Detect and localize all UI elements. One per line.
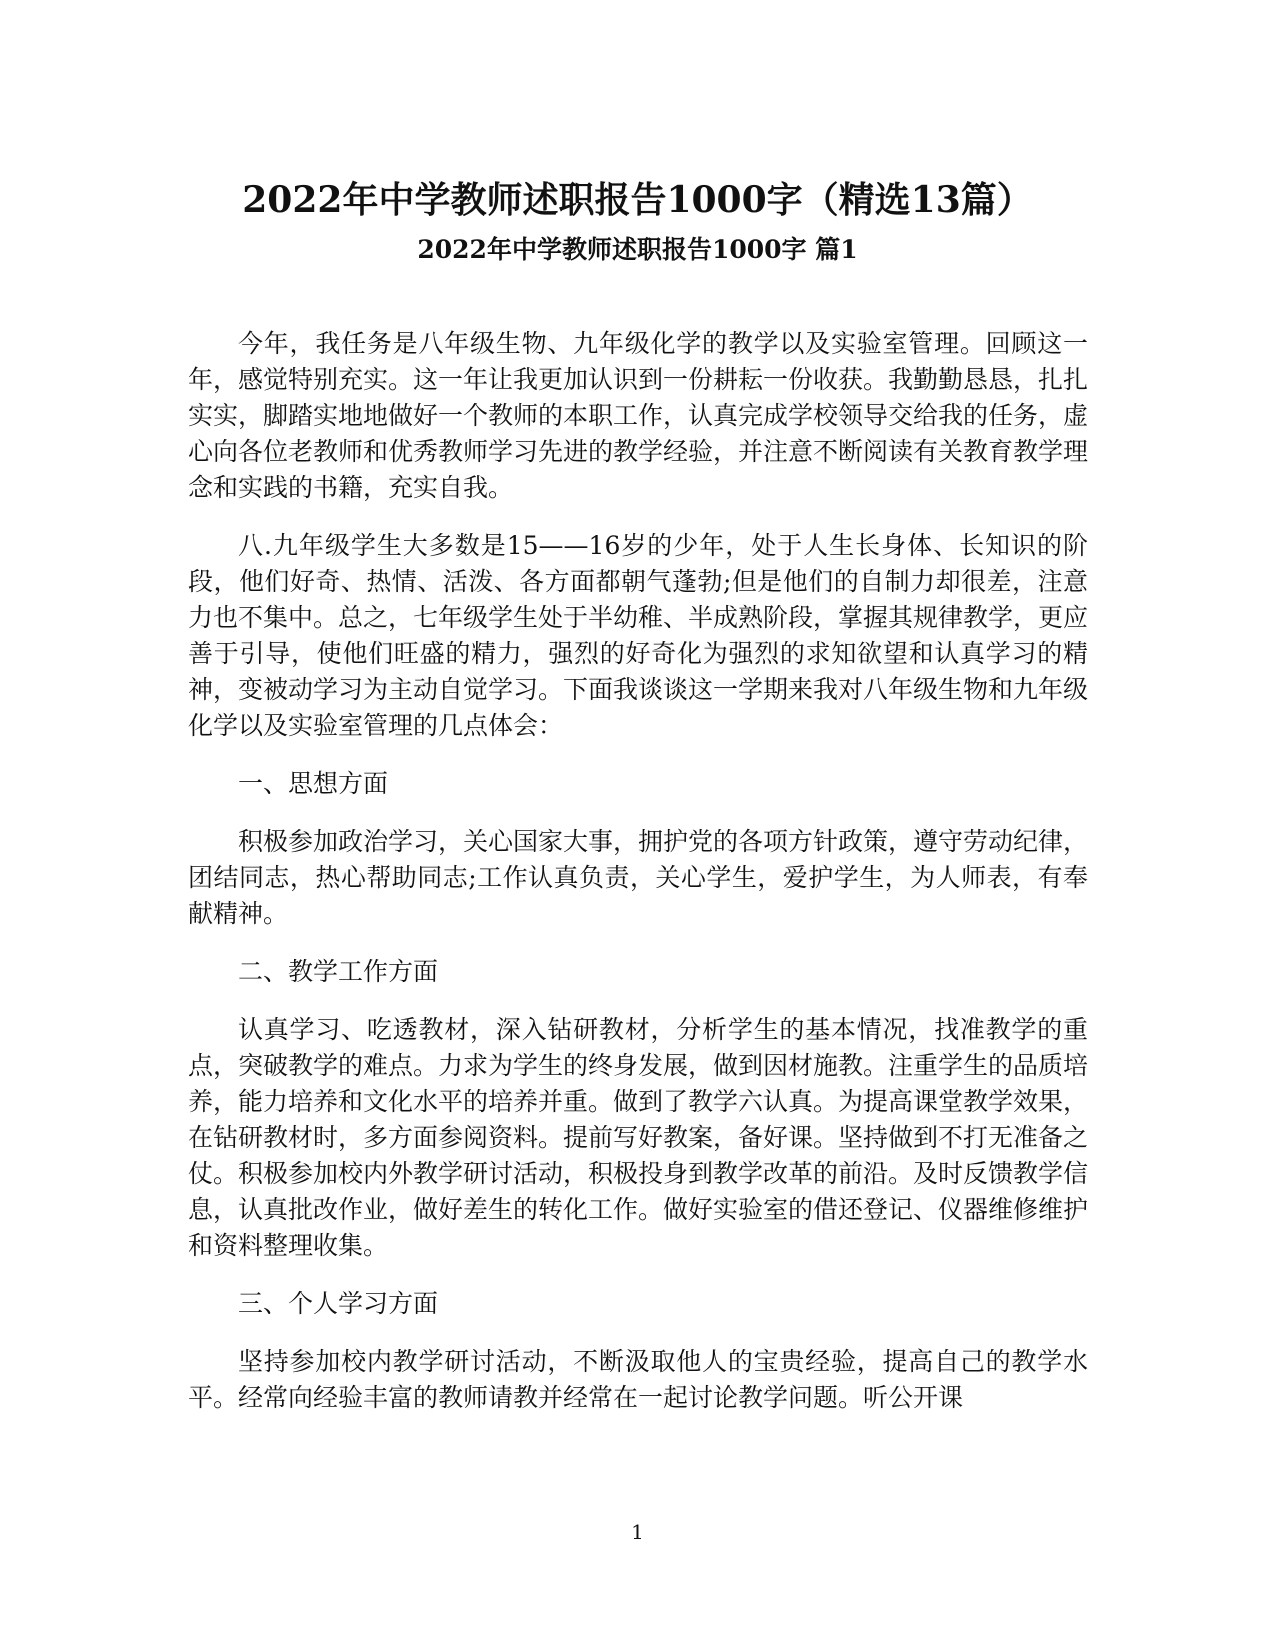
paragraph-intro: 今年，我任务是八年级生物、九年级化学的教学以及实验室管理。回顾这一年，感觉特别充实。这一年让我更加认识到一份耕耘一份收获。我勤勤恳恳，扎扎实实，脚踏实地地做好一个教师的本职工作，认真完成学校领导交给我的任务，虚心向各位老教师和优秀教师学习先进的教学经验，并注意不断阅读有关教育教学理念和实践的书籍，充实自我。: [188, 329, 1089, 502]
heading-teaching: 二、教学工作方面: [238, 957, 439, 986]
document-title: 2022年中学教师述职报告1000字（精选13篇）: [242, 179, 1033, 221]
paragraph-teaching: 认真学习、吃透教材，深入钻研教材，分析学生的基本情况，找准教学的重点，突破教学的难点。力求为学生的终身发展，做到因材施教。注重学生的品质培养，能力培养和文化水平的培养并重。做到了教学六认真。为提高课堂教学效果，在钻研教材时，多方面参阅资料。提前写好教案，备好课。坚持做到不打无准备之仗。积极参加校内外教学研讨活动，积极投身到教学改革的前沿。及时反馈教学信息，认真批改作业，做好差生的转化工作。做好实验室的借还登记、仪器维修维护和资料整理收集。: [188, 1015, 1089, 1260]
section-title: 2022年中学教师述职报告1000字 篇1: [417, 235, 858, 264]
page-number: 1: [631, 1520, 644, 1544]
document-body: [188, 326, 1088, 1438]
heading-study: 三、个人学习方面: [238, 1289, 439, 1318]
paragraph-study: 坚持参加校内教学研讨活动，不断汲取他人的宝贵经验，提高自己的教学水平。经常向经验丰富的教师请教并经常在一起讨论教学问题。听公开课: [188, 1347, 1088, 1412]
paragraph-students: 八.九年级学生大多数是15——16岁的少年，处于人生长身体、长知识的阶段，他们好奇、热情、活泼、各方面都朝气蓬勃;但是他们的自制力却很差，注意力也不集中。总之，七年级学生处于半幼稚、半成熟阶段，掌握其规律教学，更应善于引导，使他们旺盛的精力，强烈的好奇化为强烈的求知欲望和认真学习的精神，变被动学习为主动自觉学习。下面我谈谈这一学期来我对八年级生物和九年级化学以及实验室管理的几点体会：: [188, 531, 1089, 740]
paragraph-thought: 积极参加政治学习，关心国家大事，拥护党的各项方针政策，遵守劳动纪律，团结同志，热心帮助同志;工作认真负责，关心学生，爱护学生，为人师表，有奉献精神。: [188, 827, 1089, 928]
heading-thought: 一、思想方面: [238, 769, 389, 798]
